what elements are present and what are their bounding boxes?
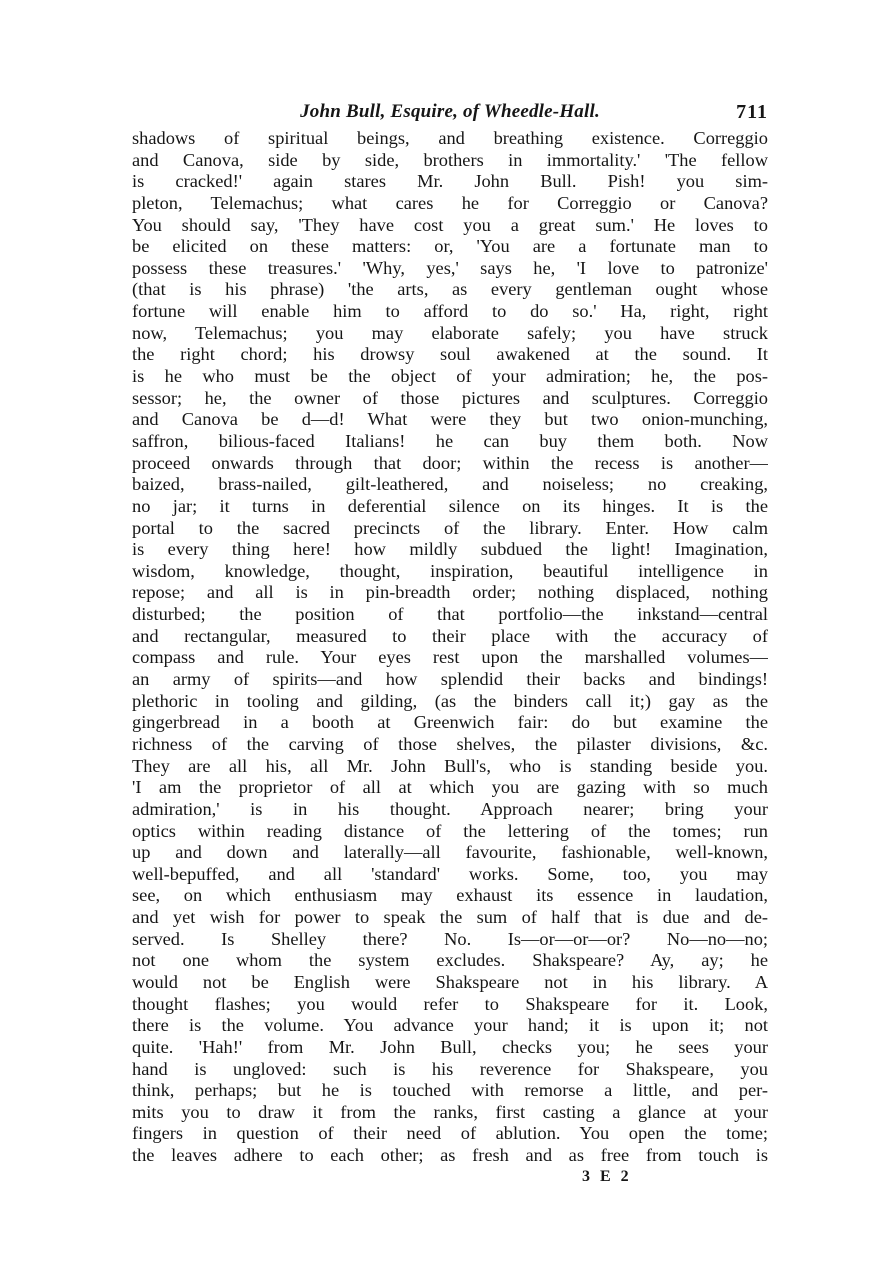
- text-line: no jar; it turns in deferential silence on its hinges. It is the: [132, 495, 768, 516]
- text-line: hand is ungloved: such is his reverence for Shakspeare, you: [132, 1058, 768, 1079]
- text-line: the leaves adhere to each other; as fresh and as free from touch is: [132, 1145, 768, 1166]
- text-line: disturbed; the position of that portfolio—the inkstand—central: [132, 604, 768, 625]
- text-line: optics within reading distance of the lettering of the tomes; run: [132, 820, 768, 841]
- text-line: there is the volume. You advance your hand; it is upon it; not: [132, 1015, 768, 1036]
- text-line: up and down and laterally—all favourite, fashionable, well-known,: [132, 842, 768, 863]
- text-line: see, on which enthusiasm may exhaust its essence in laudation,: [132, 885, 768, 906]
- text-line: gingerbread in a booth at Greenwich fair: do but examine the: [132, 712, 768, 733]
- text-line: pleton, Telemachus; what cares he for Correggio or Canova?: [132, 192, 768, 213]
- body-text: [132, 128, 768, 1167]
- page-number: 711: [736, 101, 768, 123]
- text-line: wisdom, knowledge, thought, inspiration, beautiful intelligence in: [132, 560, 768, 581]
- text-line: plethoric in tooling and gilding, (as the binders call it;) gay as the: [132, 690, 768, 711]
- text-line: and Canova be d—d! What were they but two onion-munching,: [132, 409, 768, 430]
- text-line: sessor; he, the owner of those pictures and sculptures. Correggio: [132, 387, 768, 408]
- text-line: portal to the sacred precincts of the library. Enter. How calm: [132, 517, 768, 538]
- text-line: They are all his, all Mr. John Bull's, who is standing beside you.: [132, 755, 768, 776]
- text-line: is every thing here! how mildly subdued the light! Imagination,: [132, 539, 768, 560]
- text-line: an army of spirits—and how splendid their backs and bindings!: [132, 669, 768, 690]
- text-line: shadows of spiritual beings, and breathing existence. Correggio: [132, 128, 768, 148]
- text-line: thought flashes; you would refer to Shakspeare for it. Look,: [132, 993, 768, 1014]
- text-line: the right chord; his drowsy soul awakened at the sound. It: [132, 344, 768, 365]
- text-line: repose; and all is in pin-breadth order; nothing displaced, nothing: [132, 582, 768, 603]
- text-line: admiration,' is in his thought. Approach nearer; bring your: [132, 798, 768, 819]
- text-line: (that is his phrase) 'the arts, as every gentleman ought whose: [132, 279, 768, 300]
- text-line: saffron, bilious-faced Italians! he can buy them both. Now: [132, 430, 768, 451]
- text-line: compass and rule. Your eyes rest upon the marshalled volumes—: [132, 647, 768, 668]
- text-line: think, perhaps; but he is touched with remorse a little, and per-: [132, 1080, 768, 1101]
- text-line: now, Telemachus; you may elaborate safely; you have struck: [132, 322, 768, 343]
- signature-mark: 3 E 2: [582, 1168, 632, 1185]
- text-line: and Canova, side by side, brothers in immortality.' 'The fellow: [132, 149, 768, 170]
- running-title: John Bull, Esquire, of Wheedle-Hall.: [300, 101, 600, 122]
- text-line: not one whom the system excludes. Shakspeare? Ay, ay; he: [132, 950, 768, 971]
- text-line: mits you to draw it from the ranks, first casting a glance at your: [132, 1101, 768, 1122]
- text-line: is cracked!' again stares Mr. John Bull. Pish! you sim-: [132, 171, 768, 192]
- text-line: quite. 'Hah!' from Mr. John Bull, checks you; he sees your: [132, 1036, 768, 1057]
- text-line: 'I am the proprietor of all at which you are gazing with so much: [132, 777, 768, 798]
- text-line: is he who must be the object of your admiration; he, the pos-: [132, 366, 768, 387]
- text-line: possess these treasures.' 'Why, yes,' says he, 'I love to patronize': [132, 257, 768, 278]
- text-line: would not be English were Shakspeare not in his library. A: [132, 971, 768, 992]
- text-line: well-bepuffed, and all 'standard' works. Some, too, you may: [132, 863, 768, 884]
- text-line: baized, brass-nailed, gilt-leathered, and noiseless; no creaking,: [132, 474, 768, 495]
- text-line: be elicited on these matters: or, 'You are a fortunate man to: [132, 236, 768, 257]
- text-line: fingers in question of their need of ablution. You open the tome;: [132, 1123, 768, 1144]
- text-line: You should say, 'They have cost you a great sum.' He loves to: [132, 214, 768, 235]
- text-line: served. Is Shelley there? No. Is—or—or—or? No—no—no;: [132, 928, 768, 949]
- running-head: [132, 101, 768, 127]
- text-line: fortune will enable him to afford to do so.' Ha, right, right: [132, 301, 768, 322]
- text-line: proceed onwards through that door; within the recess is another—: [132, 452, 768, 473]
- text-line: and yet wish for power to speak the sum of half that is due and de-: [132, 907, 768, 928]
- text-line: richness of the carving of those shelves, the pilaster divisions, &c.: [132, 733, 768, 754]
- text-line: and rectangular, measured to their place with the accuracy of: [132, 625, 768, 646]
